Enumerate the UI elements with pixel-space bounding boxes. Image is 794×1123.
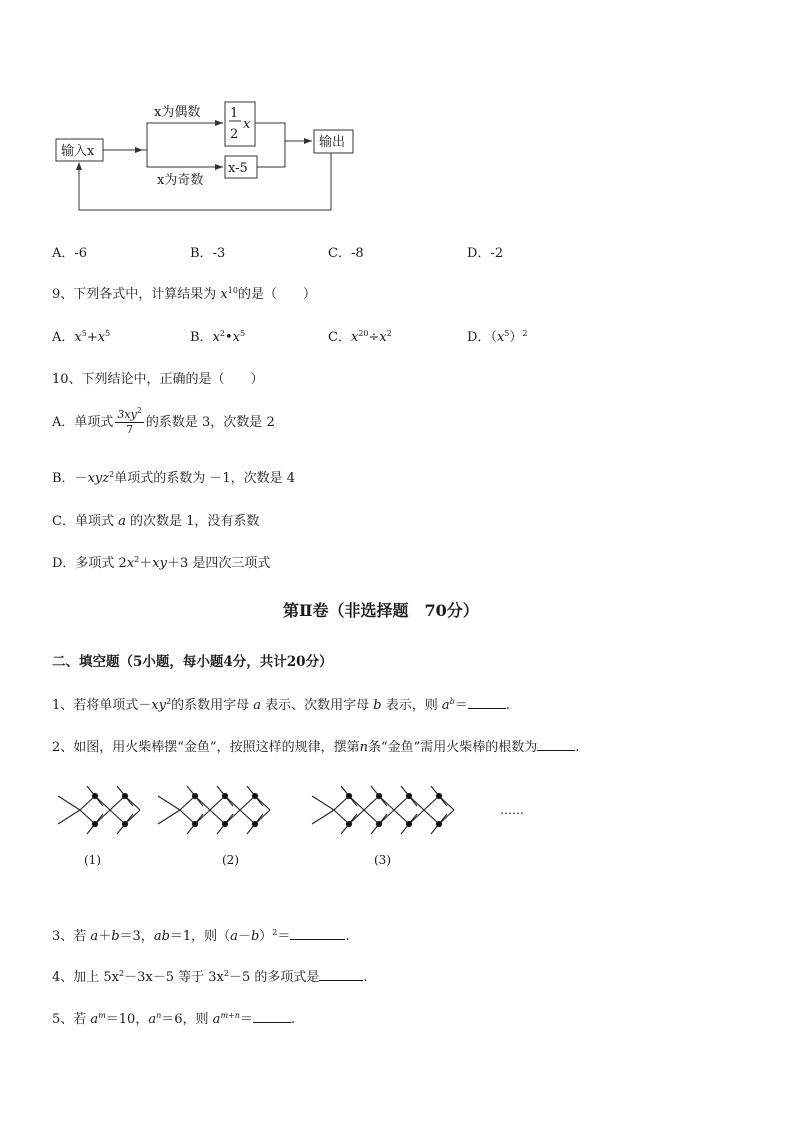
answer-blank[interactable] (253, 1010, 291, 1023)
fill-q4: 4、加上 $5x^2-3x-5$ 等于 $3x^2-5$ 的多项式是 . (52, 969, 368, 985)
q10-option-c[interactable]: C．单项式 a 的次数是 1，没有系数 (52, 514, 260, 529)
matchstick-head (92, 793, 97, 798)
matchstick-head (346, 821, 351, 826)
flowchart-odd-label: x为奇数 (157, 173, 204, 188)
q8-option-b[interactable]: B．-3 (190, 246, 226, 261)
answer-blank[interactable] (319, 968, 363, 981)
matchstick-head (252, 821, 257, 826)
matchstick-head (192, 793, 197, 798)
answer-blank[interactable] (290, 927, 345, 940)
matchstick (158, 810, 180, 824)
fish-ellipsis: …… (500, 803, 524, 817)
fill-q1: 1、若将单项式$-xy^2$的系数用字母 a 表示、次数用字母 b 表示，则 $a^b=$ . (52, 697, 510, 713)
arrow-head (135, 147, 143, 153)
flowchart-half-num: 1 (230, 106, 239, 121)
q9-stem: 9、下列各式中，计算结果为 $x^{10}$的是（ ） (52, 286, 316, 302)
flowchart-half-den: 2 (230, 127, 239, 142)
section-2-title: 第Ⅱ卷（非选择题 70分） (283, 601, 479, 620)
matchstick-head (436, 793, 441, 798)
matchstick-head (376, 821, 381, 826)
q8-option-c[interactable]: C．-8 (328, 246, 364, 261)
matchstick-head (92, 821, 97, 826)
q10-stem: 10、下列结论中，正确的是（ ） (52, 372, 264, 387)
matchstick-head (222, 793, 227, 798)
q10-option-b[interactable]: B．－xyz$^2$单项式的系数为 －1，次数是 4 (52, 470, 295, 486)
fish-label-1: (1) (84, 853, 101, 867)
matchstick-head (406, 821, 411, 826)
answer-blank[interactable] (468, 696, 506, 709)
matchstick-head (346, 793, 351, 798)
matchstick-head (122, 793, 127, 798)
q9-option-b[interactable]: B．$x^2•x^5$ (190, 329, 246, 345)
flowchart-even-label: x为偶数 (154, 105, 201, 120)
matchstick-head (436, 821, 441, 826)
q8-option-d[interactable]: D．-2 (467, 246, 504, 261)
matchstick-head (192, 821, 197, 826)
matchstick-head (122, 821, 127, 826)
q9-option-c[interactable]: C．$x^{20}\div x^2$ (328, 329, 392, 345)
fill-q3: 3、若 a＋b＝3，ab＝1，则$(a-b)^2=$ . (52, 928, 350, 944)
q9-option-d[interactable]: D．$(x^5)^2$ (467, 329, 528, 345)
fish-label-3: (3) (374, 853, 391, 867)
matchstick-head (222, 821, 227, 826)
q10-fraction: $\frac{3xy^2}{7}$ (117, 406, 142, 436)
flowchart-diagram (0, 0, 794, 230)
fill-q2: 2、如图，用火柴棒摆“金鱼”，按照这样的规律，摆第n条“金鱼”需用火柴棒的根数为 . (52, 740, 580, 755)
flowchart-half-var: x (243, 117, 251, 132)
q10-option-a[interactable]: A．单项式 $\frac{3xy^2}{7}$ 的系数是 3，次数是 2 (52, 406, 275, 436)
answer-blank[interactable] (537, 738, 575, 751)
matchstick (58, 810, 80, 824)
matchstick (58, 796, 80, 810)
matchstick-head (252, 793, 257, 798)
matchstick (312, 796, 334, 810)
flowchart-minus-label: x-5 (228, 161, 248, 176)
flowchart-input-label: 输入x (61, 144, 95, 159)
arrow-head (304, 138, 312, 144)
matchstick (158, 796, 180, 810)
q8-option-a[interactable]: A．-6 (52, 246, 88, 261)
arrow-head (215, 120, 223, 126)
matchstick-fish-figure (0, 770, 794, 880)
fill-section-title: 二、填空题（5小题，每小题4分，共计20分） (52, 654, 333, 670)
matchstick-head (376, 793, 381, 798)
matchstick (312, 810, 334, 824)
flowchart-output-label: 输出 (319, 135, 346, 150)
arrow-head (76, 162, 82, 170)
arrow-head (215, 164, 223, 170)
fill-q5: 5、若 $a^m=10$，$a^n=6$，则 $a^{m+n}=$ . (52, 1011, 296, 1027)
q9-option-a[interactable]: A．$x^5+x^5$ (52, 329, 111, 345)
q10-option-d[interactable]: D．多项式 $2x^2+xy+3$ 是四次三项式 (52, 555, 271, 571)
fish-label-2: (2) (222, 853, 239, 867)
matchstick-head (406, 793, 411, 798)
